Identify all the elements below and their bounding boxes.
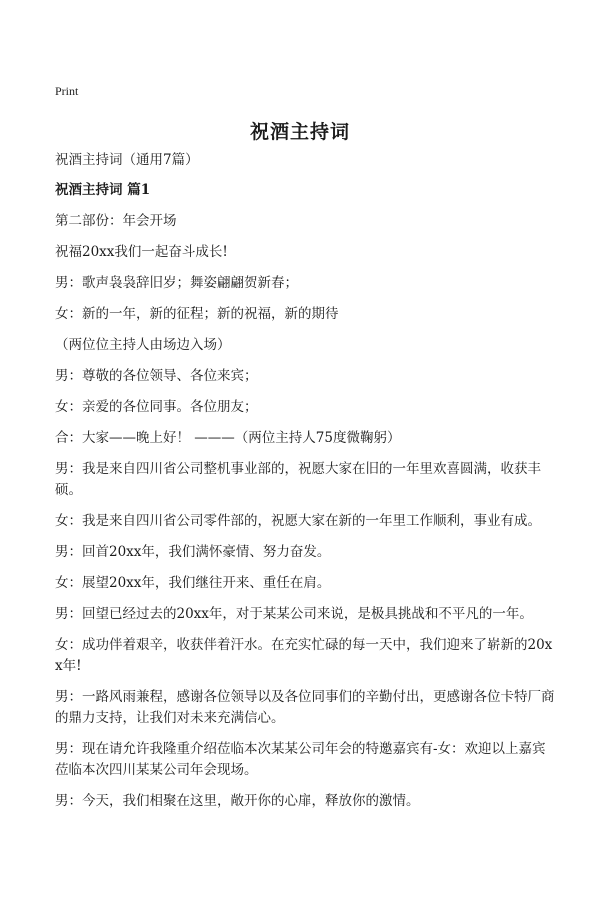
paragraph: 女：我是来自四川省公司零件部的，祝愿大家在新的一年里工作顺利，事业有成。	[55, 513, 541, 529]
paragraph: （两位位主持人由场边入场）	[55, 337, 231, 353]
paragraph: 男：一路风雨兼程，感谢各位领导以及各位同事们的辛勤付出，更感谢各位卡特厂商的鼎力支持，让我们对未来充满信心。	[55, 689, 555, 726]
paragraph: 男：歌声袅袅辞旧岁；舞姿翩翩贺新春；	[55, 275, 298, 291]
paragraph: 祝福20xx我们一起奋斗成长!	[55, 244, 228, 260]
paragraph: 第二部份：年会开场	[55, 213, 177, 229]
paragraph: 女：展望20xx年，我们继往开来、重任在肩。	[55, 575, 331, 591]
paragraph: 男：回望已经过去的20xx年，对于某某公司来说，是极具挑战和不平凡的一年。	[55, 606, 533, 622]
section-heading: 祝酒主持词 篇1	[55, 182, 151, 198]
paragraph: 男：现在请允许我隆重介绍莅临本次某某公司年会的特邀嘉宾有-女：欢迎以上嘉宾莅临本次四川某某公司年会现场。	[55, 741, 546, 778]
paragraph: 女：成功伴着艰辛，收获伴着汗水。在充实忙碌的每一天中，我们迎来了崭新的20xx年!	[55, 637, 553, 674]
paragraph: 男：今天，我们相聚在这里，敞开你的心扉，释放你的激情。	[55, 793, 420, 809]
print-label[interactable]: Print	[55, 84, 79, 98]
paragraph: 女：亲爱的各位同事。各位朋友；	[55, 399, 258, 415]
paragraph: 合：大家——晚上好！ ———（两位主持人75度微鞠躬）	[55, 430, 401, 446]
document-body	[55, 150, 555, 822]
paragraph: 男：尊敬的各位领导、各位来宾；	[55, 368, 258, 384]
paragraph: 男：回首20xx年，我们满怀豪情、努力奋发。	[55, 544, 331, 560]
paragraph: 男：我是来自四川省公司整机事业部的，祝愿大家在旧的一年里欢喜圆满，收获丰硕。	[55, 461, 541, 498]
paragraph: 女：新的一年，新的征程；新的祝福，新的期待	[55, 306, 339, 322]
page-title: 祝酒主持词	[249, 121, 350, 143]
document-subtitle: 祝酒主持词（通用7篇）	[55, 152, 199, 168]
